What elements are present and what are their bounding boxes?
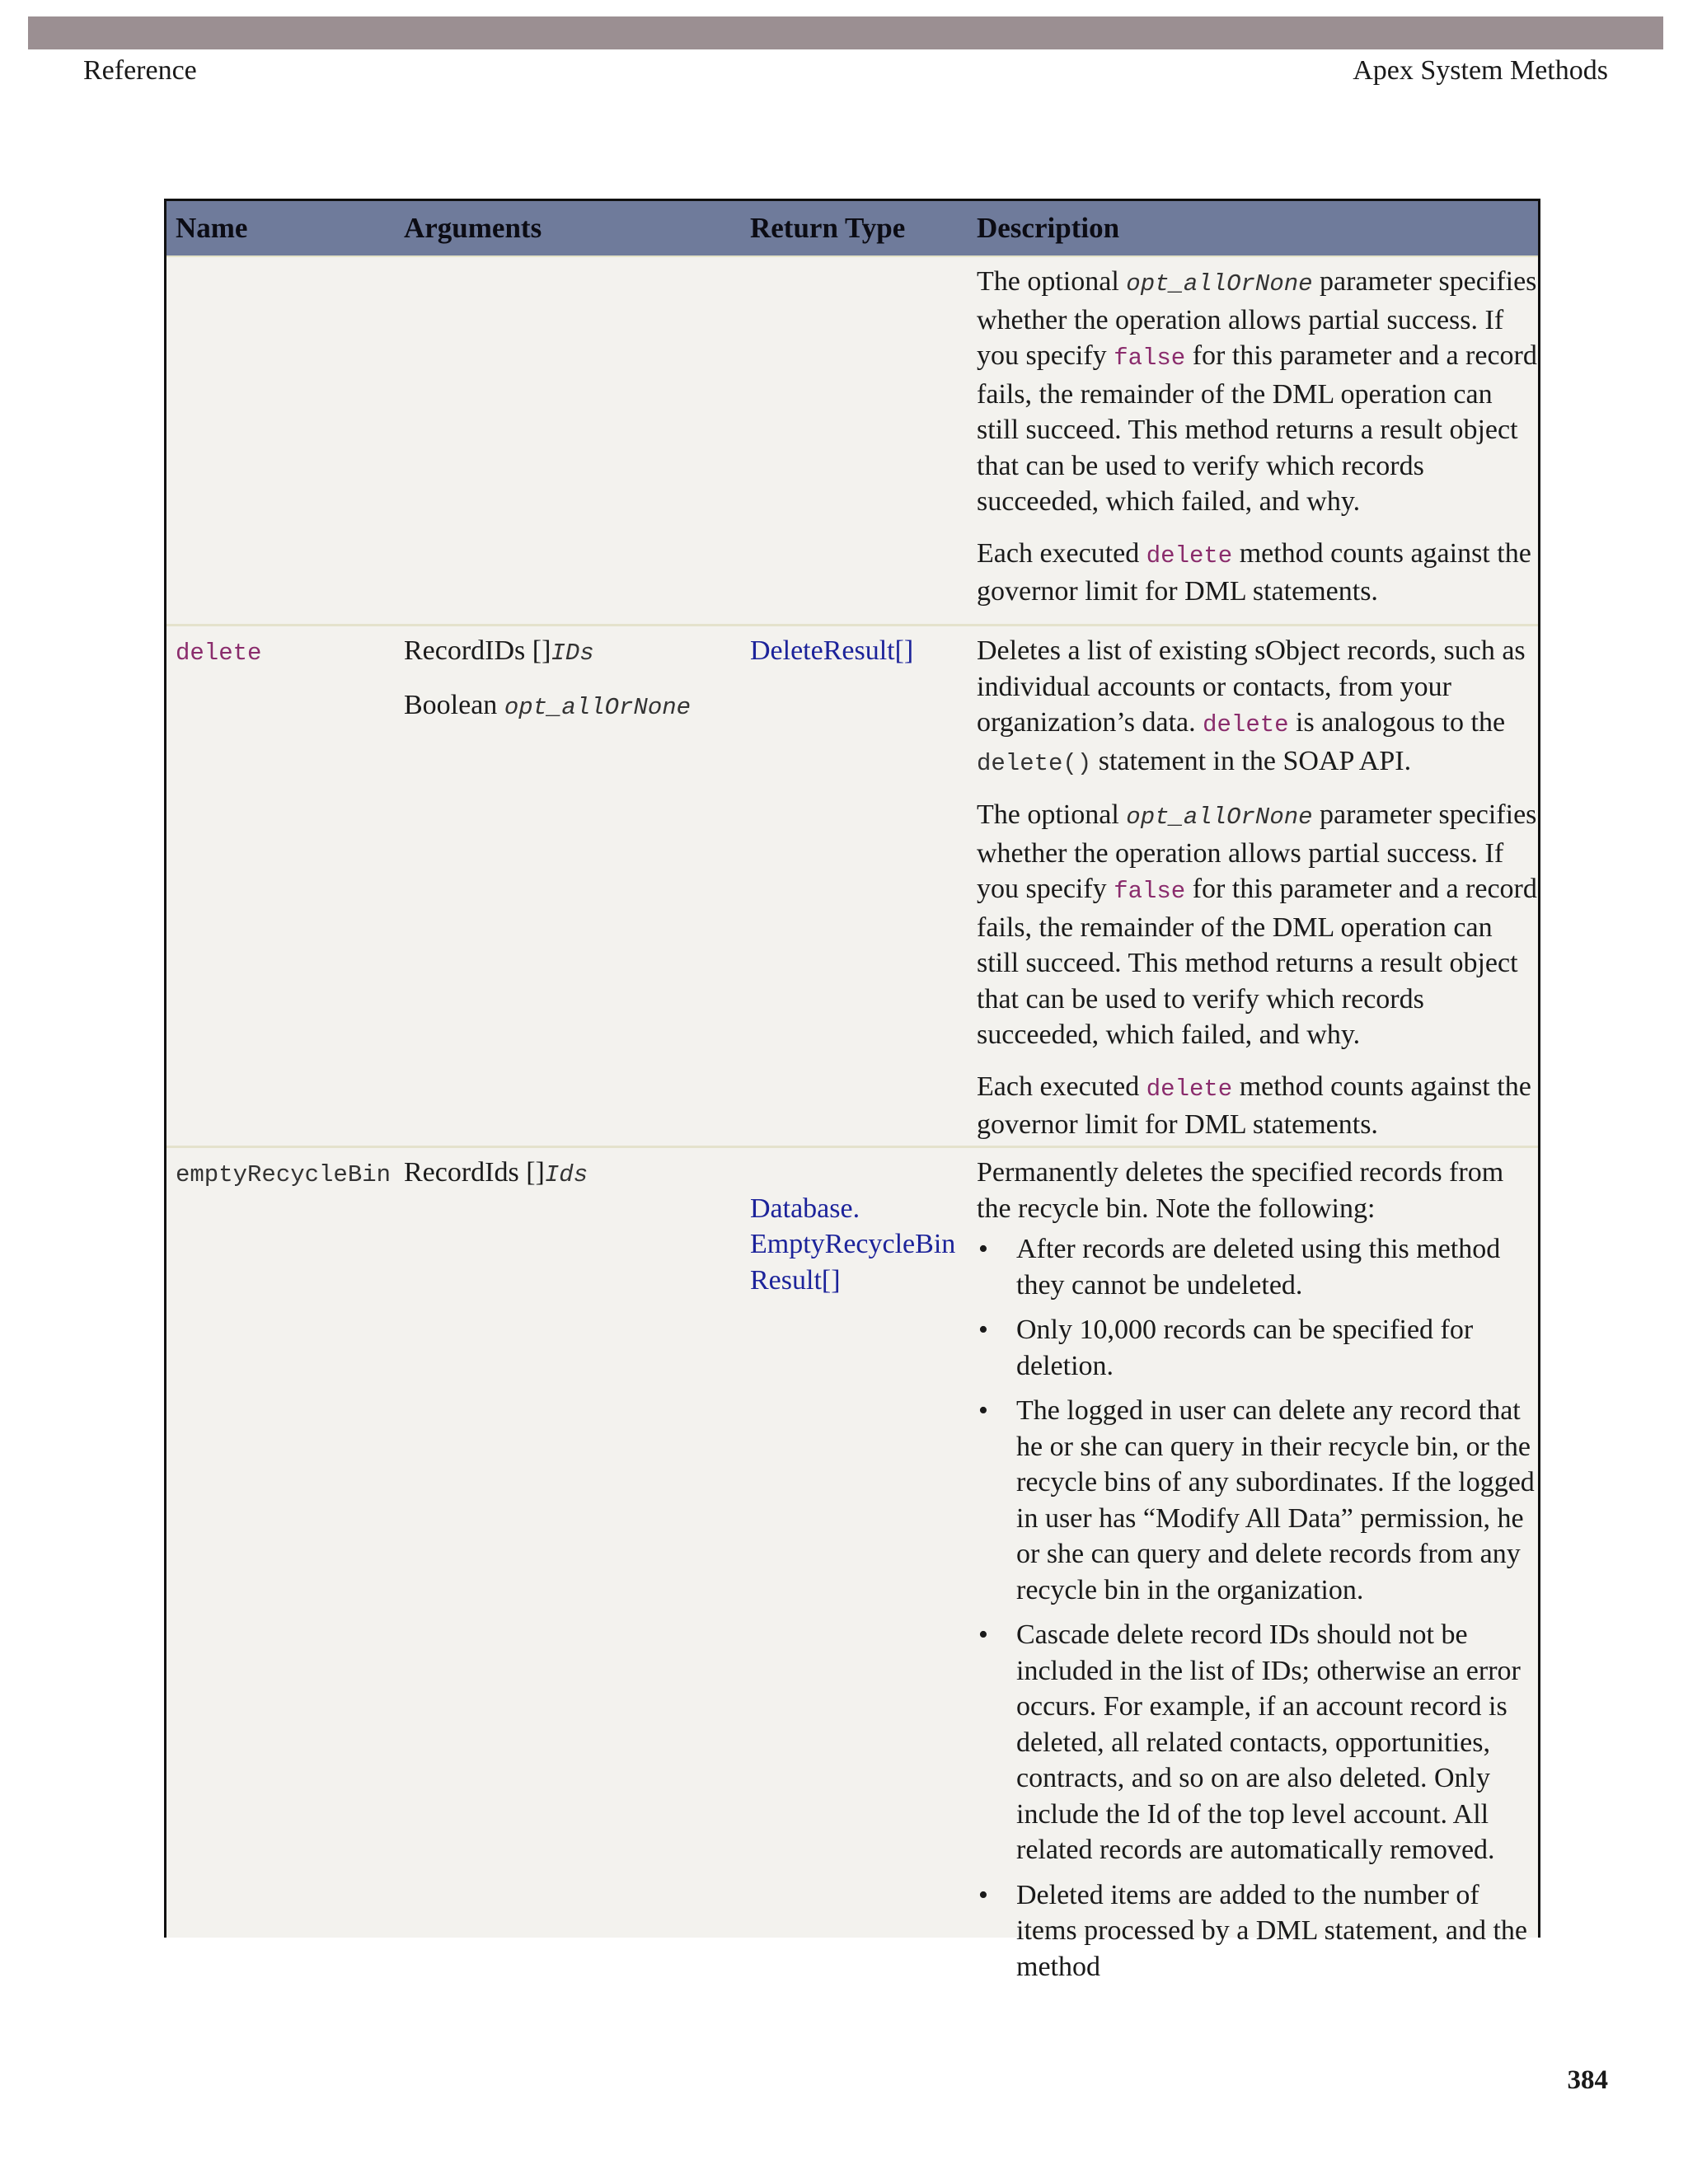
return-type-cell bbox=[750, 633, 964, 669]
return-type-cell bbox=[750, 1155, 964, 1298]
description-intro: Permanently deletes the specified records from the recycle bin. Note the following: bbox=[977, 1157, 1504, 1224]
table-row bbox=[166, 257, 1538, 626]
header-left-title: Reference bbox=[83, 55, 197, 86]
column-header-description: Description bbox=[977, 212, 1120, 244]
list-item: • Deleted items are added to the number of items processed by a DML statement, and the method bbox=[977, 1877, 1537, 1985]
description-paragraph: The optional opt_allOrNone parameter specifies whether the operation allows partial success. If you specify false for this parameter and a record fails, the remainder of the DML operation can still succeed. This method returns a result object that can be used to verify which records succeeded, which failed, and why. bbox=[977, 799, 1537, 1050]
arguments-cell bbox=[404, 1155, 734, 1193]
list-item: • After records are deleted using this method they cannot be undeleted. bbox=[977, 1231, 1537, 1303]
table-header bbox=[166, 201, 1538, 257]
table-row-delete bbox=[166, 626, 1538, 1148]
method-name-cell bbox=[176, 1155, 398, 1193]
methods-table bbox=[164, 199, 1540, 1982]
arguments-cell bbox=[404, 633, 734, 725]
description-cell bbox=[977, 264, 1537, 610]
argument: RecordIDs []IDs bbox=[404, 635, 594, 667]
column-header-return-type: Return Type bbox=[750, 212, 906, 244]
method-name-cell bbox=[176, 633, 398, 672]
description-cell bbox=[977, 1155, 1537, 1985]
page-number: 384 bbox=[1567, 2065, 1608, 2095]
return-type-link[interactable]: Database. EmptyRecycleBin Result[] bbox=[750, 1193, 956, 1296]
notes-list bbox=[977, 1231, 1537, 1985]
method-name: delete bbox=[176, 640, 262, 667]
description-paragraph: The optional opt_allOrNone parameter specifies whether the operation allows partial success. If you specify false for this parameter and a record fails, the remainder of the DML operation can still succeed. This method returns a result object that can be used to verify which records succeeded, which failed, and why. bbox=[977, 266, 1537, 517]
list-item: • Cascade delete record IDs should not be included in the list of IDs; otherwise an error occurs. For example, if an account record is deleted, all related contacts, opportunities, contracts, and so on are also deleted. Only include the Id of the top level account. All related records are automatically removed. bbox=[977, 1617, 1537, 1868]
description-paragraph: Deletes a list of existing sObject records, such as individual accounts or contacts, from your organization’s data. delete is analogous to the delete() statement in the SOAP API. bbox=[977, 635, 1526, 777]
return-type-link[interactable]: DeleteResult[] bbox=[750, 635, 914, 666]
table-row-emptyrecyclebin bbox=[166, 1148, 1538, 1982]
list-item: • The logged in user can delete any record that he or she can query in their recycle bin, or the recycle bins of any subordinates. If the logged in user has “Modify All Data” permission, he or she can query and delete records from any recycle bin in the organization. bbox=[977, 1393, 1537, 1608]
argument: RecordIds []Ids bbox=[404, 1157, 588, 1188]
list-item: • Only 10,000 records can be specified for deletion. bbox=[977, 1312, 1537, 1384]
argument: Boolean opt_allOrNone bbox=[404, 689, 692, 721]
column-header-name: Name bbox=[176, 212, 248, 244]
description-paragraph: Each executed delete method counts against the governor limit for DML statements. bbox=[977, 537, 1531, 607]
description-cell bbox=[977, 633, 1537, 1143]
column-header-arguments: Arguments bbox=[404, 212, 542, 244]
header-right-title: Apex System Methods bbox=[1353, 55, 1608, 86]
description-paragraph: Each executed delete method counts against the governor limit for DML statements. bbox=[977, 1071, 1531, 1140]
method-name: emptyRecycleBin bbox=[176, 1161, 392, 1188]
header-bar bbox=[28, 16, 1663, 49]
